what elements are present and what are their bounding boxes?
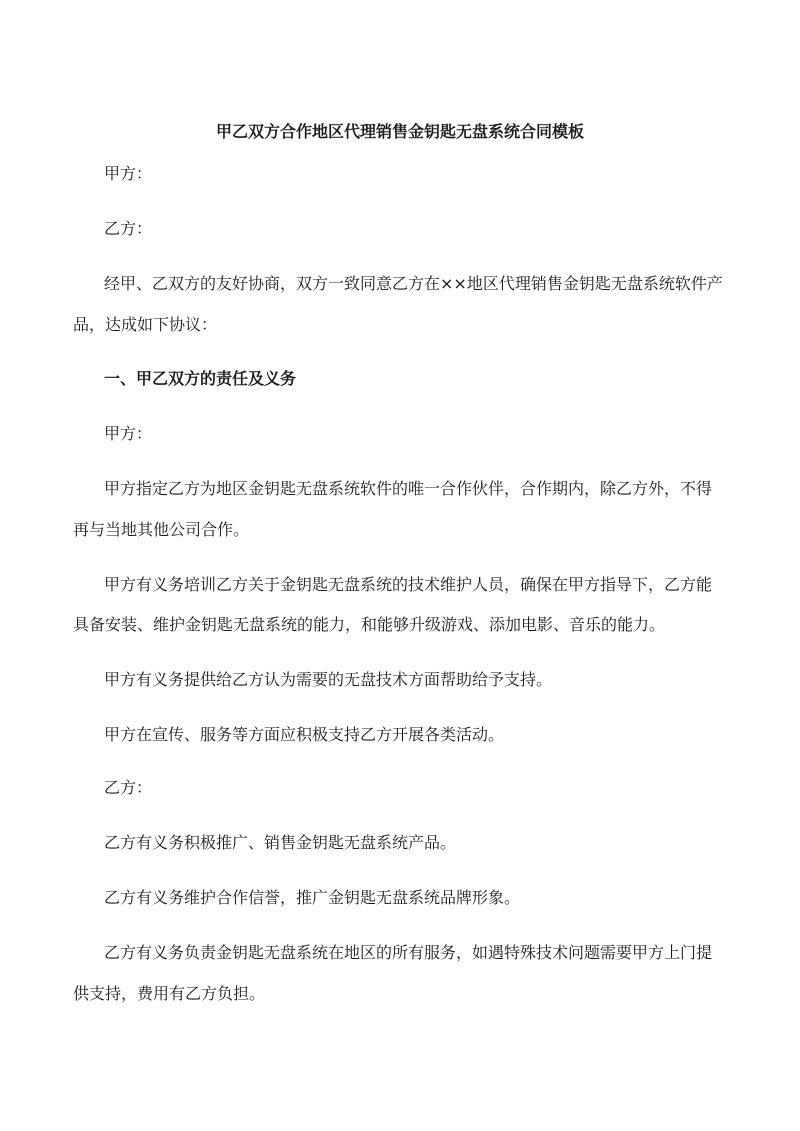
party-a-clause-2-line-1: 甲方有义务培训乙方关于金钥匙无盘系统的技术维护人员，确保在甲方指导下，乙方能 — [104, 575, 713, 594]
section-1-party-a-label: 甲方： — [104, 424, 153, 443]
party-b-clause-1: 乙方有义务积极推广、销售金钥匙无盘系统产品。 — [104, 833, 457, 852]
party-a-clause-1-line-2: 再与当地其他公司合作。 — [73, 520, 250, 539]
section-1-party-b-label: 乙方： — [104, 778, 153, 797]
party-a-clause-4: 甲方在宣传、服务等方面应积极支持乙方开展各类活动。 — [104, 725, 505, 744]
party-b-clause-3-line-2: 供支持，费用有乙方负担。 — [73, 984, 266, 1003]
party-a-clause-3: 甲方有义务提供给乙方认为需要的无盘技术方面帮助给予支持。 — [104, 670, 553, 689]
party-a-label: 甲方： — [104, 164, 153, 183]
section-1-heading: 一、甲乙双方的责任及义务 — [104, 369, 297, 388]
party-b-label: 乙方： — [104, 219, 153, 238]
intro-paragraph-line-2: 品，达成如下协议： — [73, 315, 218, 334]
intro-paragraph-line-1: 经甲、乙双方的友好协商，双方一致同意乙方在××地区代理销售金钥匙无盘系统软件产 — [104, 274, 723, 293]
party-b-clause-2: 乙方有义务维护合作信誉，推广金钥匙无盘系统品牌形象。 — [104, 888, 521, 907]
party-b-clause-3-line-1: 乙方有义务负责金钥匙无盘系统在地区的所有服务，如遇特殊技术问题需要甲方上门提 — [104, 943, 713, 962]
document-title: 甲乙双方合作地区代理销售金钥匙无盘系统合同模板 — [215, 122, 584, 141]
party-a-clause-1-line-1: 甲方指定乙方为地区金钥匙无盘系统软件的唯一合作伙伴，合作期内，除乙方外，不得 — [104, 479, 713, 498]
party-a-clause-2-line-2: 具备安装、维护金钥匙无盘系统的能力，和能够升级游戏、添加电影、音乐的能力。 — [73, 615, 666, 634]
